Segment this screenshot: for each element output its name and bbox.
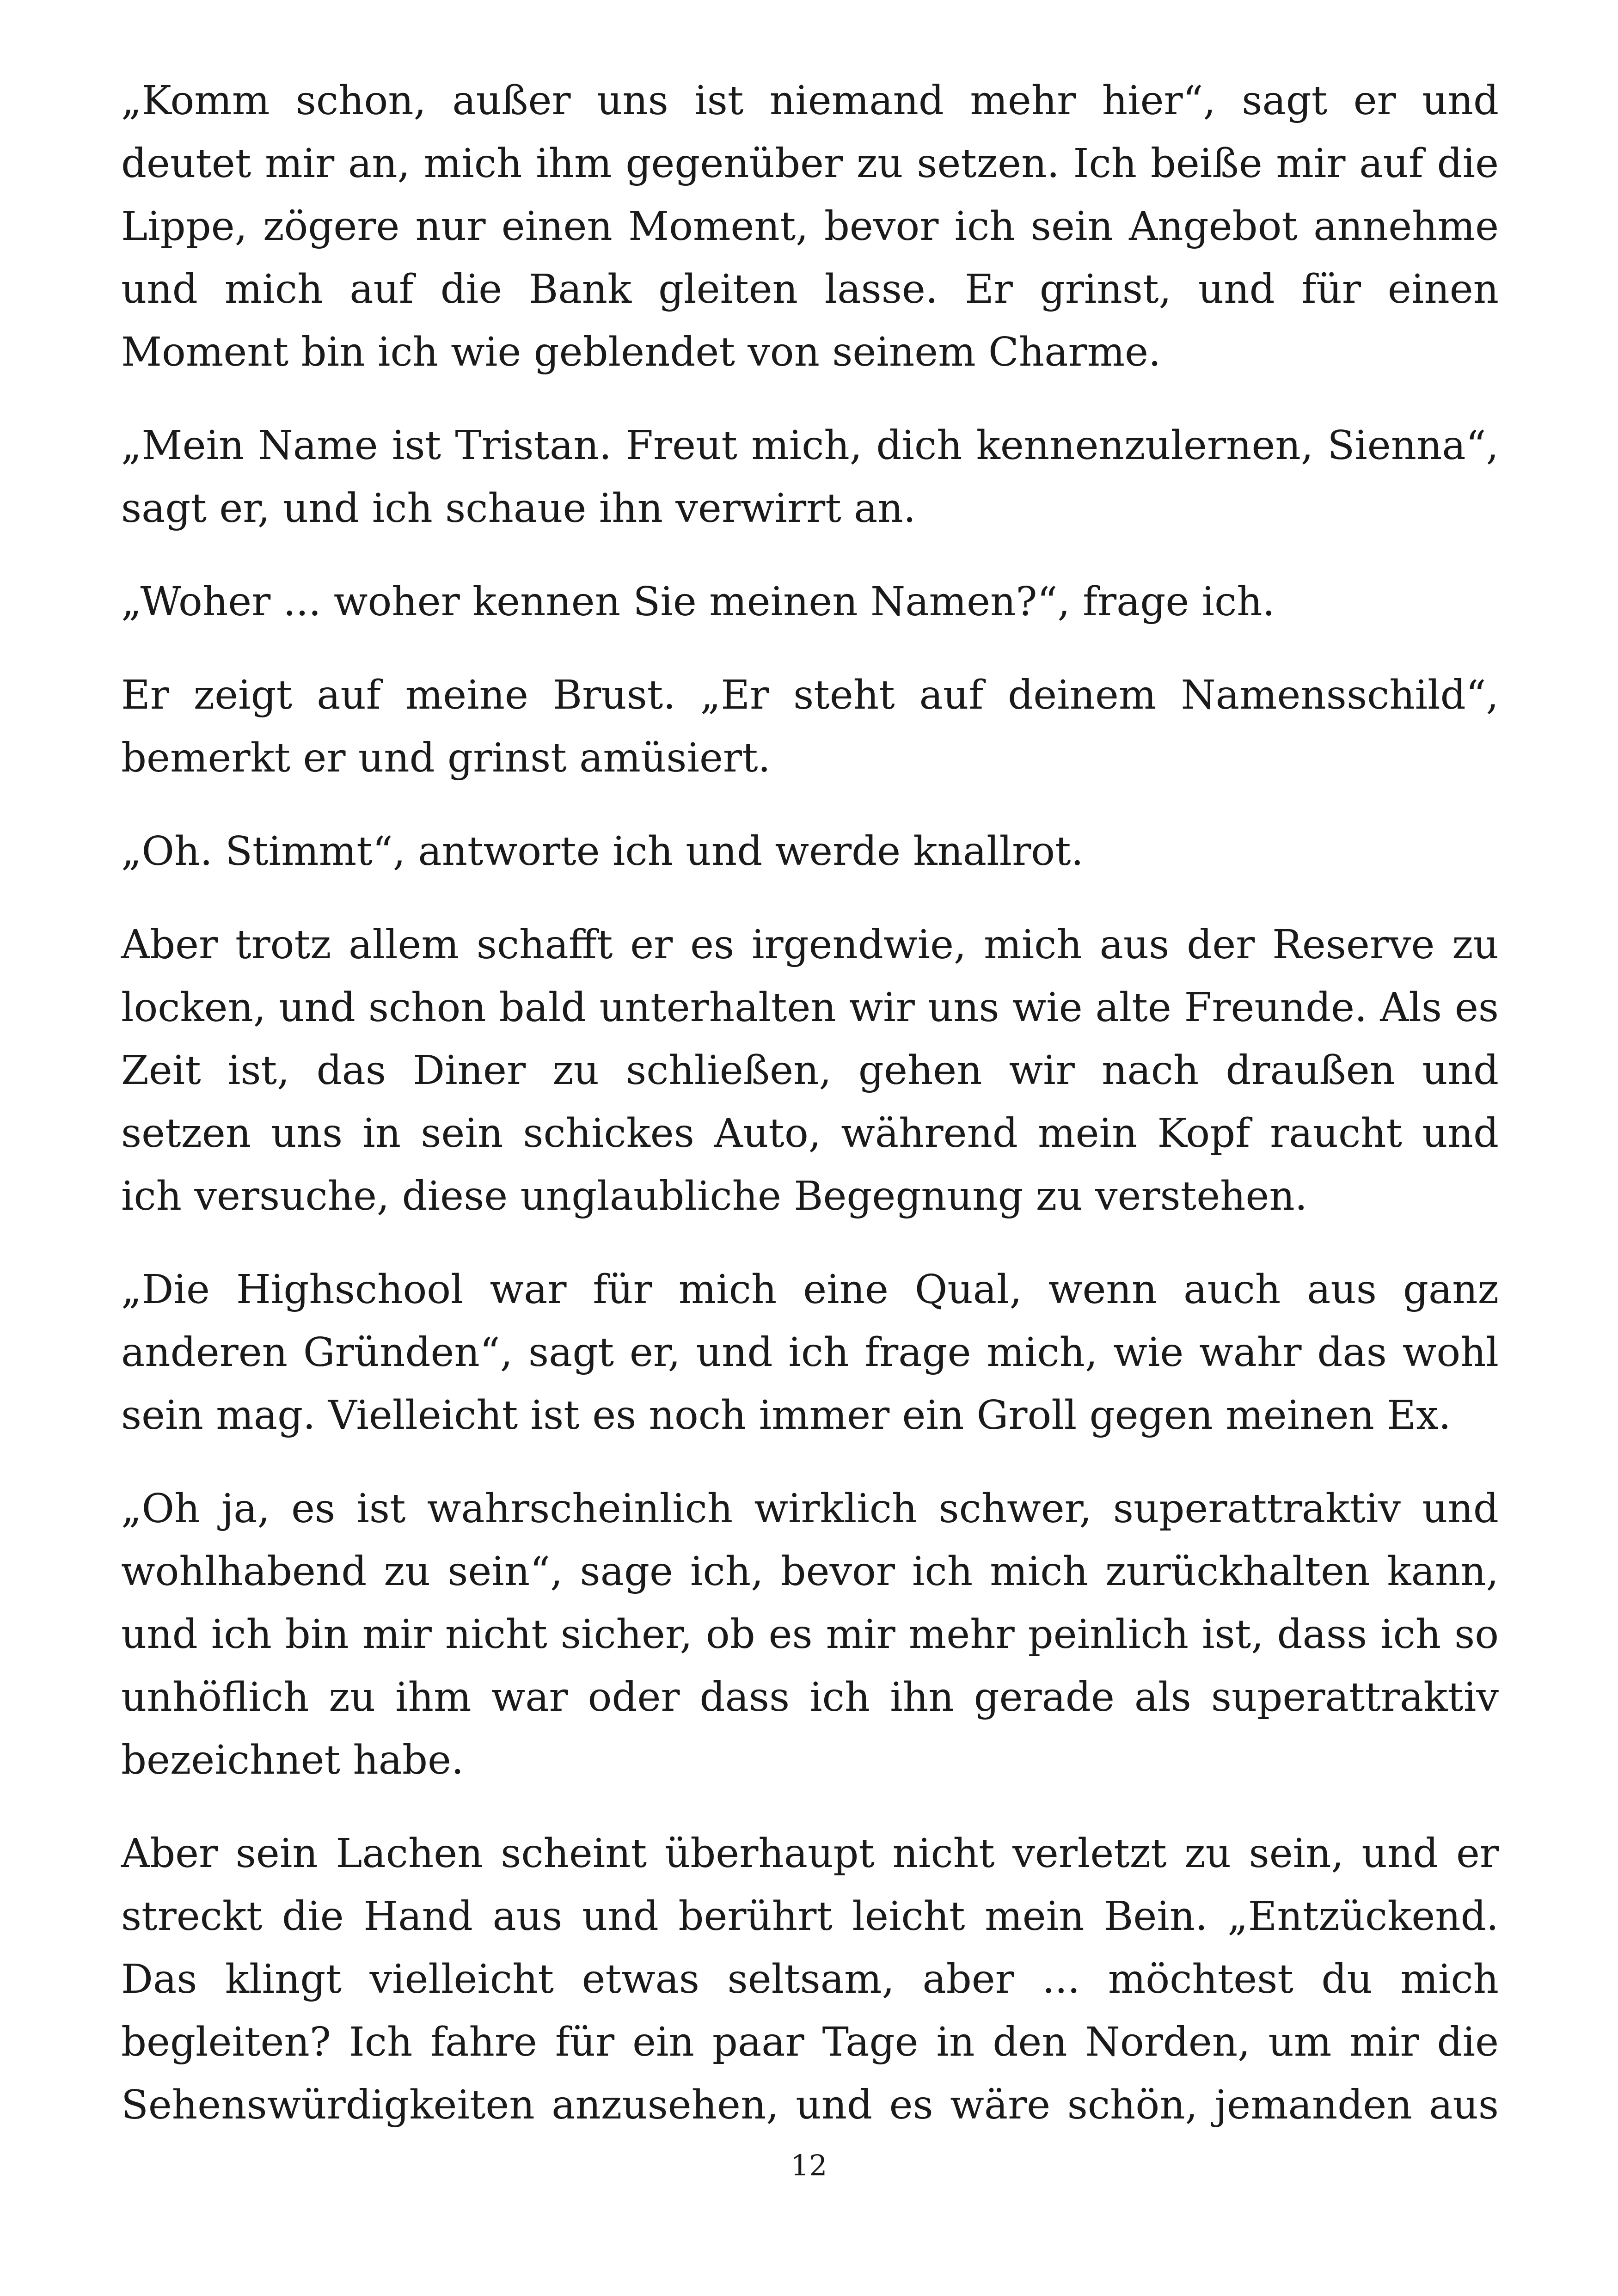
paragraph: Aber sein Lachen scheint überhaupt nicht verletzt zu sein, und er streckt die Hand aus und berührt leicht mein Bein. „Entzückend. Das klingt vielleicht etwas seltsam, aber ... möchtest du mich begleiten? Ich fahre für ein paar Tage in den Norden, um mir die Sehenswürdigkeiten anzusehen, und es wäre schön, jemanden aus — [121, 1831, 1499, 2128]
body-text — [121, 69, 1499, 2167]
paragraph: „Oh ja, es ist wahrscheinlich wirklich schwer, superattraktiv und wohlhabend zu sein“, sage ich, bevor ich mich zurückhalten kann, und ich bin mir nicht sicher, ob es mir mehr peinlich ist, dass ich so unhöflich zu ihm war oder dass ich ihn gerade als superattraktiv bezeichnet habe. — [121, 1486, 1499, 1783]
paragraph: „Die Highschool war für mich eine Qual, wenn auch aus ganz anderen Gründen“, sagt er, und ich frage mich, wie wahr das wohl sein mag. Vielleicht ist es noch immer ein Groll gegen meinen Ex. — [121, 1267, 1499, 1439]
paragraph: Er zeigt auf meine Brust. „Er steht auf deinem Namensschild“, bemerkt er und grinst amüsiert. — [121, 672, 1499, 781]
paragraph: Aber trotz allem schafft er es irgendwie, mich aus der Reserve zu locken, und schon bald unterhalten wir uns wie alte Freunde. Als es Zeit ist, das Diner zu schließen, gehen wir nach draußen und setzen uns in sein schickes Auto, während mein Kopf raucht und ich versuche, diese unglaubliche Begegnung zu verstehen. — [121, 922, 1499, 1219]
paragraph: „Woher ... woher kennen Sie meinen Namen?“, frage ich. — [121, 579, 1275, 625]
paragraph: „Mein Name ist Tristan. Freut mich, dich kennenzulernen, Sienna“, sagt er, und ich schaue ihn verwirrt an. — [121, 422, 1499, 532]
paragraph: „Komm schon, außer uns ist niemand mehr hier“, sagt er und deutet mir an, mich ihm gegenüber zu setzen. Ich beiße mir auf die Lippe, zögere nur einen Moment, bevor ich sein Angebot annehme und mich auf die Bank gleiten lasse. Er grinst, und für einen Moment bin ich wie geblendet von seinem Charme. — [121, 78, 1499, 375]
page-number: 12 — [791, 2149, 827, 2182]
paragraph: „Oh. Stimmt“, antworte ich und werde knallrot. — [121, 828, 1084, 875]
